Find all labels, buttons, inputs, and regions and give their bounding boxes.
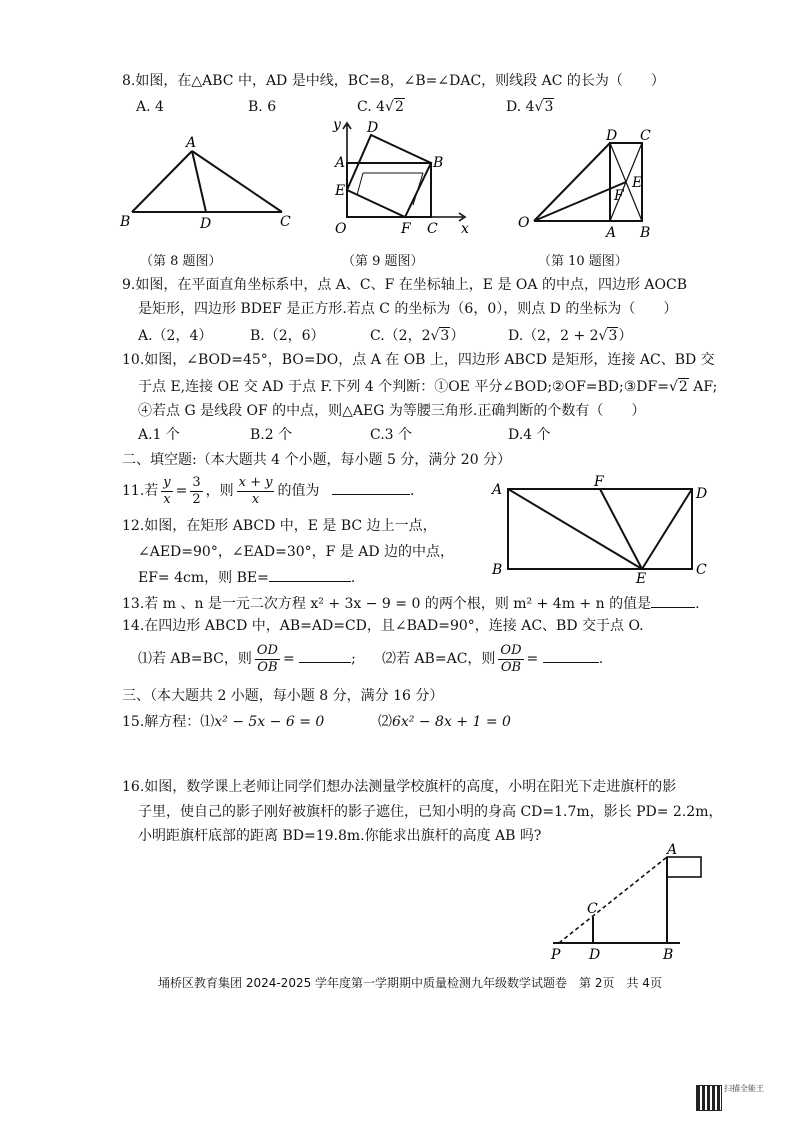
q16-line2: 子里，使自己的影子刚好被旗杆的影子遮住，已知小明的身高 CD=1.7m，影长 PD= 2.2m，	[138, 804, 723, 820]
q8-caption: （第 8 题图）	[140, 254, 222, 269]
q9-option-a: A.（2，4）	[138, 328, 213, 344]
qr-code-icon	[696, 1085, 722, 1111]
fig9-label-x: x	[461, 221, 469, 237]
q8-option-c: C. 4√2	[357, 99, 404, 115]
figure-12	[488, 474, 713, 587]
fig8-label-b: B	[120, 214, 131, 230]
q14-part1: ⑴若 AB=BC，则 $\frac{OD}{OB}$ = ;	[138, 642, 356, 675]
q10-option-d: D.4 个	[508, 427, 551, 443]
q14-line1: 14.在四边形 ABCD 中，AB=AD=CD，且∠BAD=90°，连接 AC、BD 交于点 O.	[122, 618, 644, 634]
q10-option-c: C.3 个	[370, 427, 413, 443]
fig16-label-c: C	[587, 901, 598, 917]
fig9-label-b: B	[433, 155, 444, 171]
fig9-label-e: E	[335, 183, 346, 199]
fig8-label-d: D	[200, 216, 212, 232]
q8-option-b: B. 6	[248, 99, 277, 115]
q14-part1-answer-blank[interactable]	[299, 648, 351, 663]
q10-caption: （第 10 题图）	[538, 254, 628, 269]
q14-part2: ⑵若 AB=AC，则 $\frac{OD}{OB}$ = .	[382, 642, 604, 675]
q9-caption: （第 9 题图）	[342, 254, 424, 269]
fig12-label-f: F	[594, 474, 604, 490]
fig9-label-a: A	[335, 155, 346, 171]
q13-answer-blank[interactable]	[651, 593, 695, 608]
q9-option-c: C.（2，2√3）	[370, 328, 465, 344]
fig10-label-a: A	[606, 225, 617, 241]
q10-line3: ④若点 G 是线段 OF 的中点，则△AEG 为等腰三角形.正确判断的个数有（ ）	[138, 403, 646, 419]
figure-9	[325, 115, 485, 240]
q8-option-d: D. 4√3	[506, 99, 554, 115]
fig9-label-o: O	[335, 221, 347, 237]
q13: 13.若 m 、n 是一元二次方程 x² + 3x − 9 = 0 的两个根，则 m² + 4m + n 的值是 .	[122, 593, 700, 613]
scanner-watermark: 扫描全能王	[724, 1084, 764, 1093]
q11: 11.若 $\frac{y}{x}$ = $\frac{3}{2}$ ，则 $\frac{x + y}{x}$ 的值为 .	[122, 474, 415, 507]
q10-option-a: A.1 个	[138, 427, 180, 443]
q9-option-d: D.（2，2 + 2√3）	[508, 328, 633, 344]
fig16-label-p: P	[551, 947, 561, 963]
figure-16	[545, 842, 705, 967]
fig10-label-c: C	[640, 128, 651, 144]
fig12-label-b: B	[492, 562, 503, 578]
q9-line1: 9.如图，在平面直角坐标系中，点 A、C、F 在坐标轴上，E 是 OA 的中点，四边形 AOCB	[122, 277, 687, 293]
figure-10	[510, 125, 670, 240]
fig12-label-e: E	[636, 571, 647, 587]
fig12-label-a: A	[492, 482, 503, 498]
q10-line1: 10.如图，∠BOD=45°，BO=DO，点 A 在 OB 上，四边形 ABCD 是矩形，连接 AC、BD 交	[122, 352, 715, 368]
q8-stem: 8.如图，在△ABC 中，AD 是中线，BC=8，∠B=∠DAC，则线段 AC 的长为（ ）	[122, 73, 665, 89]
section-3-heading: 三、（本大题共 2 小题，每小题 8 分，满分 16 分）	[122, 688, 444, 704]
fig16-label-a: A	[667, 842, 678, 858]
q10-line2: 于点 E,连接 OE 交 AD 于点 F.下列 4 个判断：①OE 平分∠BOD;②OF=BD;③DF=√2 AF;	[138, 379, 718, 395]
fig9-label-f: F	[401, 221, 411, 237]
fig12-label-d: D	[696, 486, 708, 502]
fig10-label-o: O	[518, 215, 530, 231]
fig10-label-b: B	[640, 225, 651, 241]
q10-option-b: B.2 个	[250, 427, 293, 443]
page-footer: 埇桥区教育集团 2024-2025 学年度第一学期期中质量检测九年级数学试题卷 第 2页 共 4页	[158, 976, 662, 990]
q11-answer-blank[interactable]	[332, 480, 410, 495]
fig9-label-y: y	[333, 117, 341, 133]
q12-answer-blank[interactable]	[269, 567, 351, 582]
q16-line1: 16.如图，数学课上老师让同学们想办法测量学校旗杆的高度，小明在阳光下走进旗杆的影	[122, 779, 677, 795]
q12-line2: ∠AED=90°，∠EAD=30°，F 是 AD 边的中点，	[138, 544, 455, 560]
fig16-label-d: D	[589, 947, 601, 963]
q8-option-a: A. 4	[136, 99, 164, 115]
fig8-label-a: A	[186, 135, 197, 151]
q12-line1: 12.如图，在矩形 ABCD 中，E 是 BC 边上一点，	[122, 518, 437, 534]
figure-8	[110, 130, 310, 240]
fig10-label-e: E	[632, 175, 643, 191]
fig10-label-f: F	[614, 188, 624, 204]
fig16-label-b: B	[663, 947, 674, 963]
fig10-label-d: D	[606, 128, 618, 144]
q15-part2: ⑵6x² − 8x + 1 = 0	[378, 714, 511, 730]
fig9-label-d: D	[367, 120, 379, 136]
fig9-label-c: C	[427, 221, 438, 237]
q16-line3: 小明距旗杆底部的距离 BD=19.8m.你能求出旗杆的高度 AB 吗?	[138, 828, 542, 844]
fig8-label-c: C	[280, 214, 291, 230]
q12-line3: EF= 4cm，则 BE= .	[138, 567, 355, 587]
fig12-label-c: C	[696, 562, 707, 578]
q15: 15.解方程：⑴x² − 5x − 6 = 0	[122, 714, 325, 730]
section-2-heading: 二、填空题:（本大题共 4 个小题，每小题 5 分，满分 20 分）	[122, 452, 512, 468]
q9-option-b: B.（2，6）	[250, 328, 325, 344]
q14-part2-answer-blank[interactable]	[543, 648, 599, 663]
q9-line2: 是矩形，四边形 BDEF 是正方形.若点 C 的坐标为（6，0），则点 D 的坐标为（ ）	[138, 301, 678, 317]
